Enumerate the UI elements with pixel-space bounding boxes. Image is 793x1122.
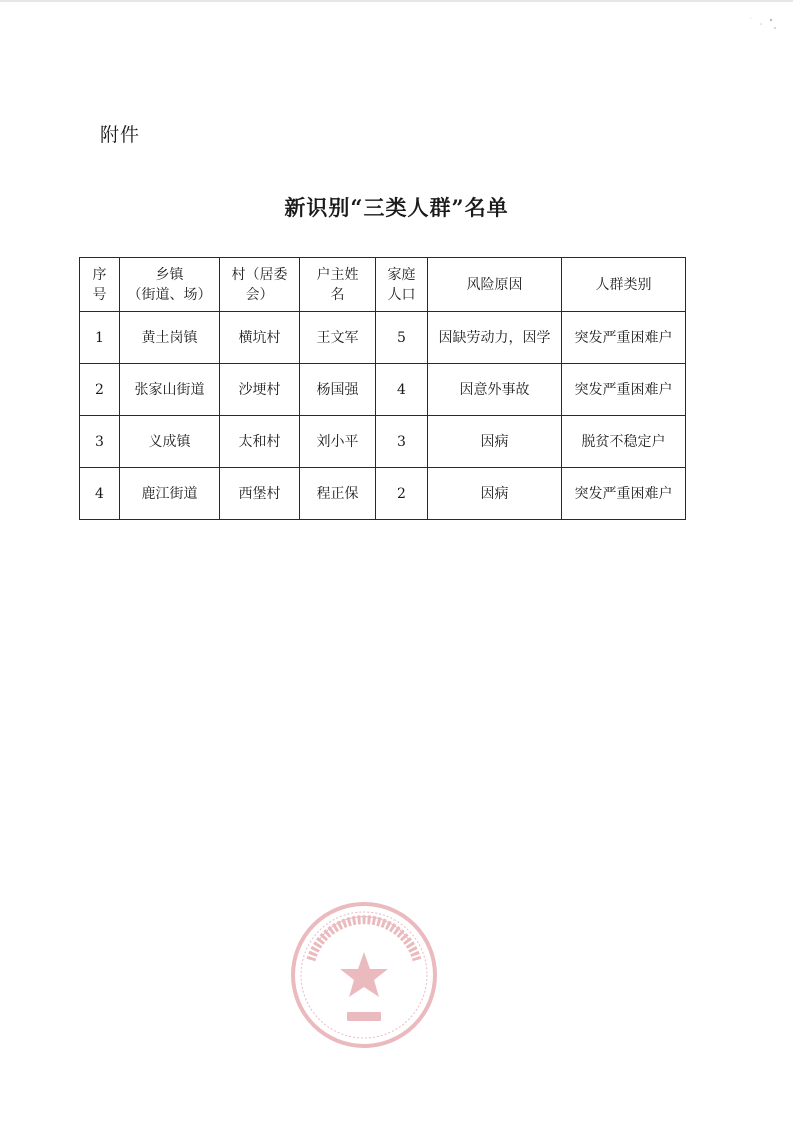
roster-table [79, 257, 686, 520]
cell-householder: 杨国强 [300, 364, 376, 416]
cell-group-type: 脱贫不稳定户 [562, 416, 686, 468]
cell-index: 3 [80, 416, 120, 468]
header-cell-index: 序 号 [80, 258, 120, 312]
cell-risk-reason: 因病 [428, 416, 562, 468]
header-cell-village: 村（居委 会） [220, 258, 300, 312]
cell-town: 黄土岗镇 [120, 312, 220, 364]
header-cell-risk-reason: 风险原因 [428, 258, 562, 312]
cell-village: 横坑村 [220, 312, 300, 364]
cell-householder: 王文军 [300, 312, 376, 364]
cell-risk-reason: 因意外事故 [428, 364, 562, 416]
document-title: 新识别“三类人群”名单 [284, 195, 509, 220]
cell-town: 鹿江街道 [120, 468, 220, 520]
table-row [80, 364, 686, 416]
cell-risk-reason: 因病 [428, 468, 562, 520]
header-cell-household-size: 家庭 人口 [376, 258, 428, 312]
cell-household-size: 3 [376, 416, 428, 468]
cell-householder: 刘小平 [300, 416, 376, 468]
cell-householder: 程正保 [300, 468, 376, 520]
cell-household-size: 2 [376, 468, 428, 520]
cell-index: 2 [80, 364, 120, 416]
cell-index: 4 [80, 468, 120, 520]
cell-village: 太和村 [220, 416, 300, 468]
table-header-row [80, 258, 686, 312]
table-row [80, 312, 686, 364]
star-seal-icon [289, 900, 439, 1050]
cell-village: 西堡村 [220, 468, 300, 520]
cell-group-type: 突发严重困难户 [562, 312, 686, 364]
header-cell-group-type: 人群类别 [562, 258, 686, 312]
scan-noise [701, 12, 781, 36]
cell-town: 义成镇 [120, 416, 220, 468]
cell-group-type: 突发严重困难户 [562, 468, 686, 520]
cell-group-type: 突发严重困难户 [562, 364, 686, 416]
header-cell-town: 乡镇 （街道、场） [120, 258, 220, 312]
attachment-label: 附件 [100, 124, 141, 146]
cell-village: 沙埂村 [220, 364, 300, 416]
cell-household-size: 5 [376, 312, 428, 364]
header-cell-householder: 户主姓 名 [300, 258, 376, 312]
cell-risk-reason: 因缺劳动力，因学 [428, 312, 562, 364]
table-row [80, 416, 686, 468]
scan-edge [0, 0, 793, 2]
cell-household-size: 4 [376, 364, 428, 416]
cell-index: 1 [80, 312, 120, 364]
cell-town: 张家山街道 [120, 364, 220, 416]
table-row [80, 468, 686, 520]
